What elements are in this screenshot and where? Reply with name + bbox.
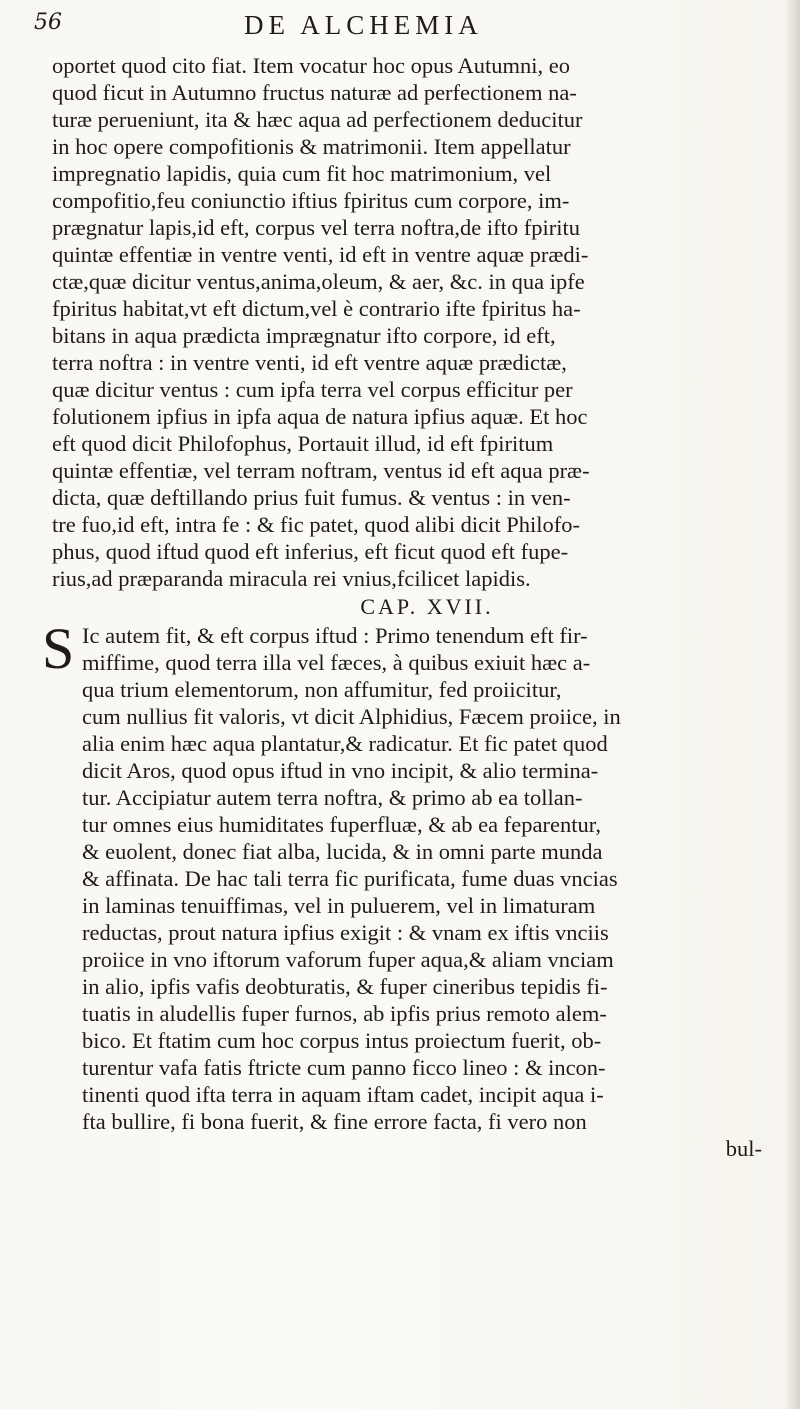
text-line: oportet quod cito fiat. Item vocatur hoc opus Autumni, eo xyxy=(52,53,571,78)
text-line: tuatis in aludellis fuper furnos, ab ipfis prius remoto alem- xyxy=(82,1001,607,1026)
text-line: turæ perueniunt, ita & hæc aqua ad perfectionem deducitur xyxy=(52,107,583,132)
text-line: phus, quod iftud quod eft inferius, eft ficut quod eft fupe- xyxy=(52,539,569,564)
text-line: impregnatio lapidis, quia cum fit hoc matrimonium, vel xyxy=(52,161,552,186)
text-line: eft quod dicit Philofophus, Portauit illud, id eft fpiritum xyxy=(52,431,554,456)
text-line: bico. Et ftatim cum hoc corpus intus proiectum fuerit, ob- xyxy=(82,1028,602,1053)
text-line: fta bullire, fi bona fuerit, & fine errore facta, fi vero non xyxy=(82,1109,587,1134)
text-line: rius,ad præparanda miracula rei vnius,fcilicet lapidis. xyxy=(52,566,531,591)
text-line: cum nullius fit valoris, vt dicit Alphidius, Fæcem proiice, in xyxy=(82,704,621,729)
text-line: tinenti quod ifta terra in aquam iftam cadet, incipit aqua i- xyxy=(82,1082,604,1107)
text-line: & euolent, donec fiat alba, lucida, & in omni parte munda xyxy=(82,839,603,864)
catchword: bul- xyxy=(725,1136,762,1161)
text-line: dicit Aros, quod opus iftud in vno incipit, & alio termina- xyxy=(82,758,599,783)
text-line: ctæ,quæ dicitur ventus,anima,oleum, & aer, &c. in qua ipfe xyxy=(52,269,585,294)
text-line: in hoc opere compofitionis & matrimonii. Item appellatur xyxy=(52,134,571,159)
text-line: quæ dicitur ventus : cum ipfa terra vel corpus efficitur per xyxy=(52,377,573,402)
running-title: DE ALCHEMIA xyxy=(244,10,483,40)
chapter-heading: CAP. XVII. xyxy=(360,594,494,619)
running-head xyxy=(34,10,774,44)
text-line: folutionem ipfius in ipfa aqua de natura ipfius aquæ. Et hoc xyxy=(52,404,588,429)
text-line: alia enim hæc aqua plantatur,& radicatur. Et fic patet quod xyxy=(82,731,608,756)
paragraph-2 xyxy=(52,676,762,1135)
text-line: quintæ effentiæ, vel terram noftram, ventus id eft aqua præ- xyxy=(52,458,590,483)
text-line: turentur vafa fatis ftricte cum panno ficco lineo : & incon- xyxy=(82,1055,606,1080)
text-line: in alio, ipfis vafis deobturatis, & fuper cineribus tepidis fi- xyxy=(82,974,608,999)
text-line: tre fuo,id eft, intra fe : & fic patet, quod alibi dicit Philofo- xyxy=(52,512,580,537)
paragraph-1 xyxy=(52,52,762,592)
text-line: fpiritus habitat,vt eft dictum,vel è contrario ifte fpiritus ha- xyxy=(52,296,581,321)
text-line: reductas, prout natura ipfius exigit : & vnam ex iftis vnciis xyxy=(82,920,609,945)
text-line: miffime, quod terra illa vel fæces, à quibus exiuit hæc a- xyxy=(82,650,591,675)
text-line: compofitio,feu coniunctio iftius fpiritus cum corpore, im- xyxy=(52,188,570,213)
page-gutter-shadow xyxy=(784,0,800,1409)
text-line: tur. Accipiatur autem terra noftra, & primo ab ea tollan- xyxy=(82,785,583,810)
paragraph-2-opening xyxy=(42,616,762,681)
body-text xyxy=(42,52,762,1162)
text-line: dicta, quæ deftillando prius fuit fumus. & ventus : in ven- xyxy=(52,485,571,510)
text-line: quintæ effentiæ in ventre venti, id eft in ventre aquæ prædi- xyxy=(52,242,589,267)
text-line: proiice in vno iftorum vaforum fuper aqua,& aliam vnciam xyxy=(82,947,614,972)
text-line: & affinata. De hac tali terra fic purificata, fume duas vncias xyxy=(82,866,618,891)
text-line: Ic autem fit, & eft corpus iftud : Primo tenendum eft fir- xyxy=(82,623,588,648)
drop-cap-initial: S xyxy=(42,616,75,681)
text-line: quod ficut in Autumno fructus naturæ ad perfectionem na- xyxy=(52,80,577,105)
page-number: 56 xyxy=(34,10,62,35)
text-line: prægnatur lapis,id eft, corpus vel terra noftra,de ifto fpiritu xyxy=(52,215,580,240)
text-line: bitans in aqua prædicta imprægnatur ifto corpore, id eft, xyxy=(52,323,556,348)
text-line: qua trium elementorum, non affumitur, fed proiicitur, xyxy=(82,677,562,702)
text-line: in laminas tenuiffimas, vel in puluerem, vel in limaturam xyxy=(82,893,596,918)
text-line: terra noftra : in ventre venti, id eft ventre aquæ prædictæ, xyxy=(52,350,567,375)
text-line: tur omnes eius humiditates fuperfluæ, & ab ea feparentur, xyxy=(82,812,601,837)
